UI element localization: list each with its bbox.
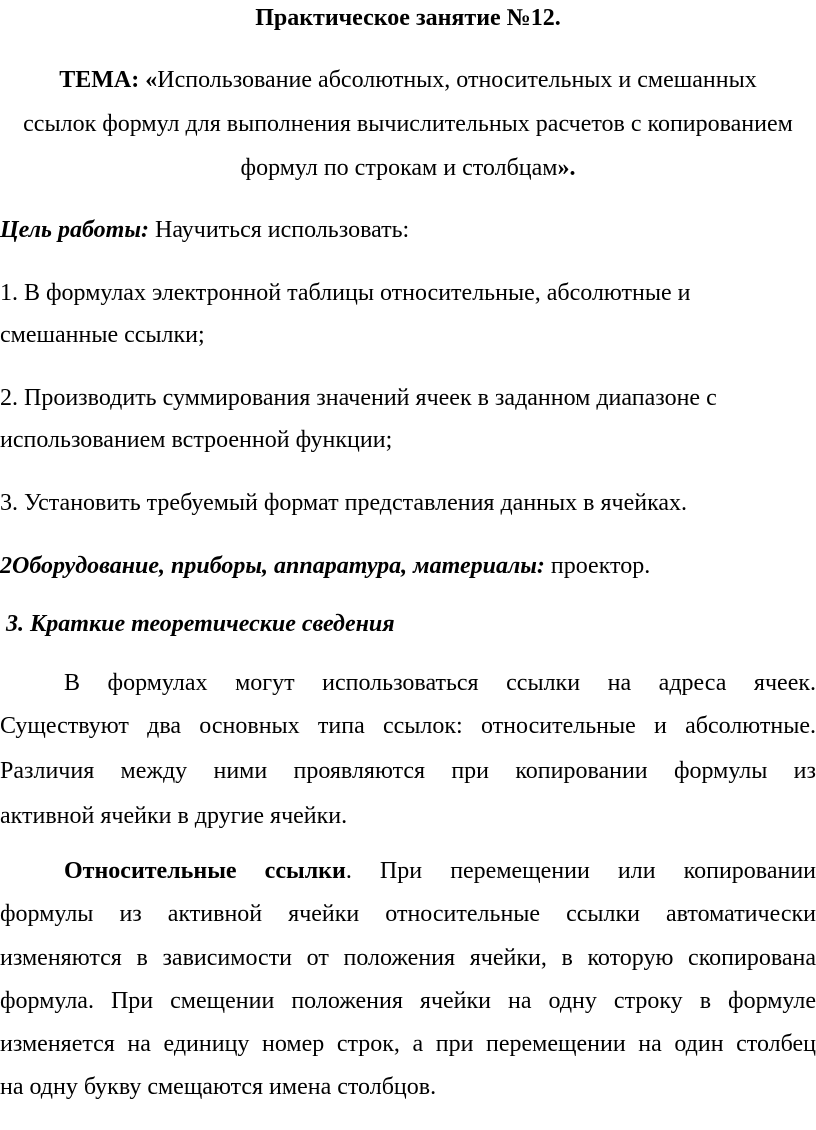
goal-item-1-line2: смешанные ссылки; [0, 322, 205, 348]
goal-item-2-line1: 2. Производить суммирования значений ячеек в заданном диапазоне с [0, 385, 717, 411]
goal-item-2-line2: использованием встроенной функции; [0, 427, 393, 453]
para1-line-4: активной ячейки в другие ячейки. [0, 803, 348, 829]
para1-line-3: Различия между ними проявляются при копировании формулы из [0, 758, 816, 784]
topic-label: ТЕМА: « [59, 67, 158, 93]
goal-line [0, 210, 816, 250]
equipment-text: проектор. [544, 553, 651, 579]
relative-refs-term: Относительные ссылки [64, 858, 346, 884]
para2-line-2: формулы из активной ячейки относительные ссылки автоматически [0, 901, 816, 927]
para2-line-6: на одну букву смещаются имена столбцов. [0, 1074, 437, 1100]
topic-block [20, 58, 796, 190]
goal-item-1-line1: 1. В формулах электронной таблицы относительные, абсолютные и [0, 280, 691, 306]
para2-line-1 [0, 850, 816, 893]
para1-line-2: Существуют два основных типа ссылок: относительные и абсолютные. [0, 713, 816, 739]
para2-first-rest: . При перемещении или копировании [345, 858, 816, 884]
equipment-label: 2Оборудование, приборы, аппаратура, материалы: [0, 553, 545, 579]
page-title: Практическое занятие №12. [255, 5, 561, 31]
section-3-title: 3. Краткие теоретические сведения [0, 611, 395, 637]
equipment-line [0, 546, 816, 586]
para2-line-4: формула. При смещении положения ячейки на одну строку в формуле [0, 988, 816, 1014]
topic-text: Использование абсолютных, относительных и смешанных ссылок формул для выполнения вычислительных расчетов с копированием формул по строкам и столбцам [23, 67, 793, 181]
goal-text: Научиться использовать: [148, 217, 410, 243]
goal-label: Цель работы: [0, 217, 149, 243]
topic-close: ». [557, 155, 576, 181]
para2-line-5: изменяется на единицу номер строк, а при перемещении на один столбец [0, 1031, 816, 1057]
goal-item-3-line1: 3. Установить требуемый формат представления данных в ячейках. [0, 490, 688, 516]
para1-line-1: В формулах могут использоваться ссылки на адреса ячеек. [64, 670, 816, 696]
para2-line-3: изменяются в зависимости от положения ячейки, в которую скопирована [0, 945, 816, 971]
